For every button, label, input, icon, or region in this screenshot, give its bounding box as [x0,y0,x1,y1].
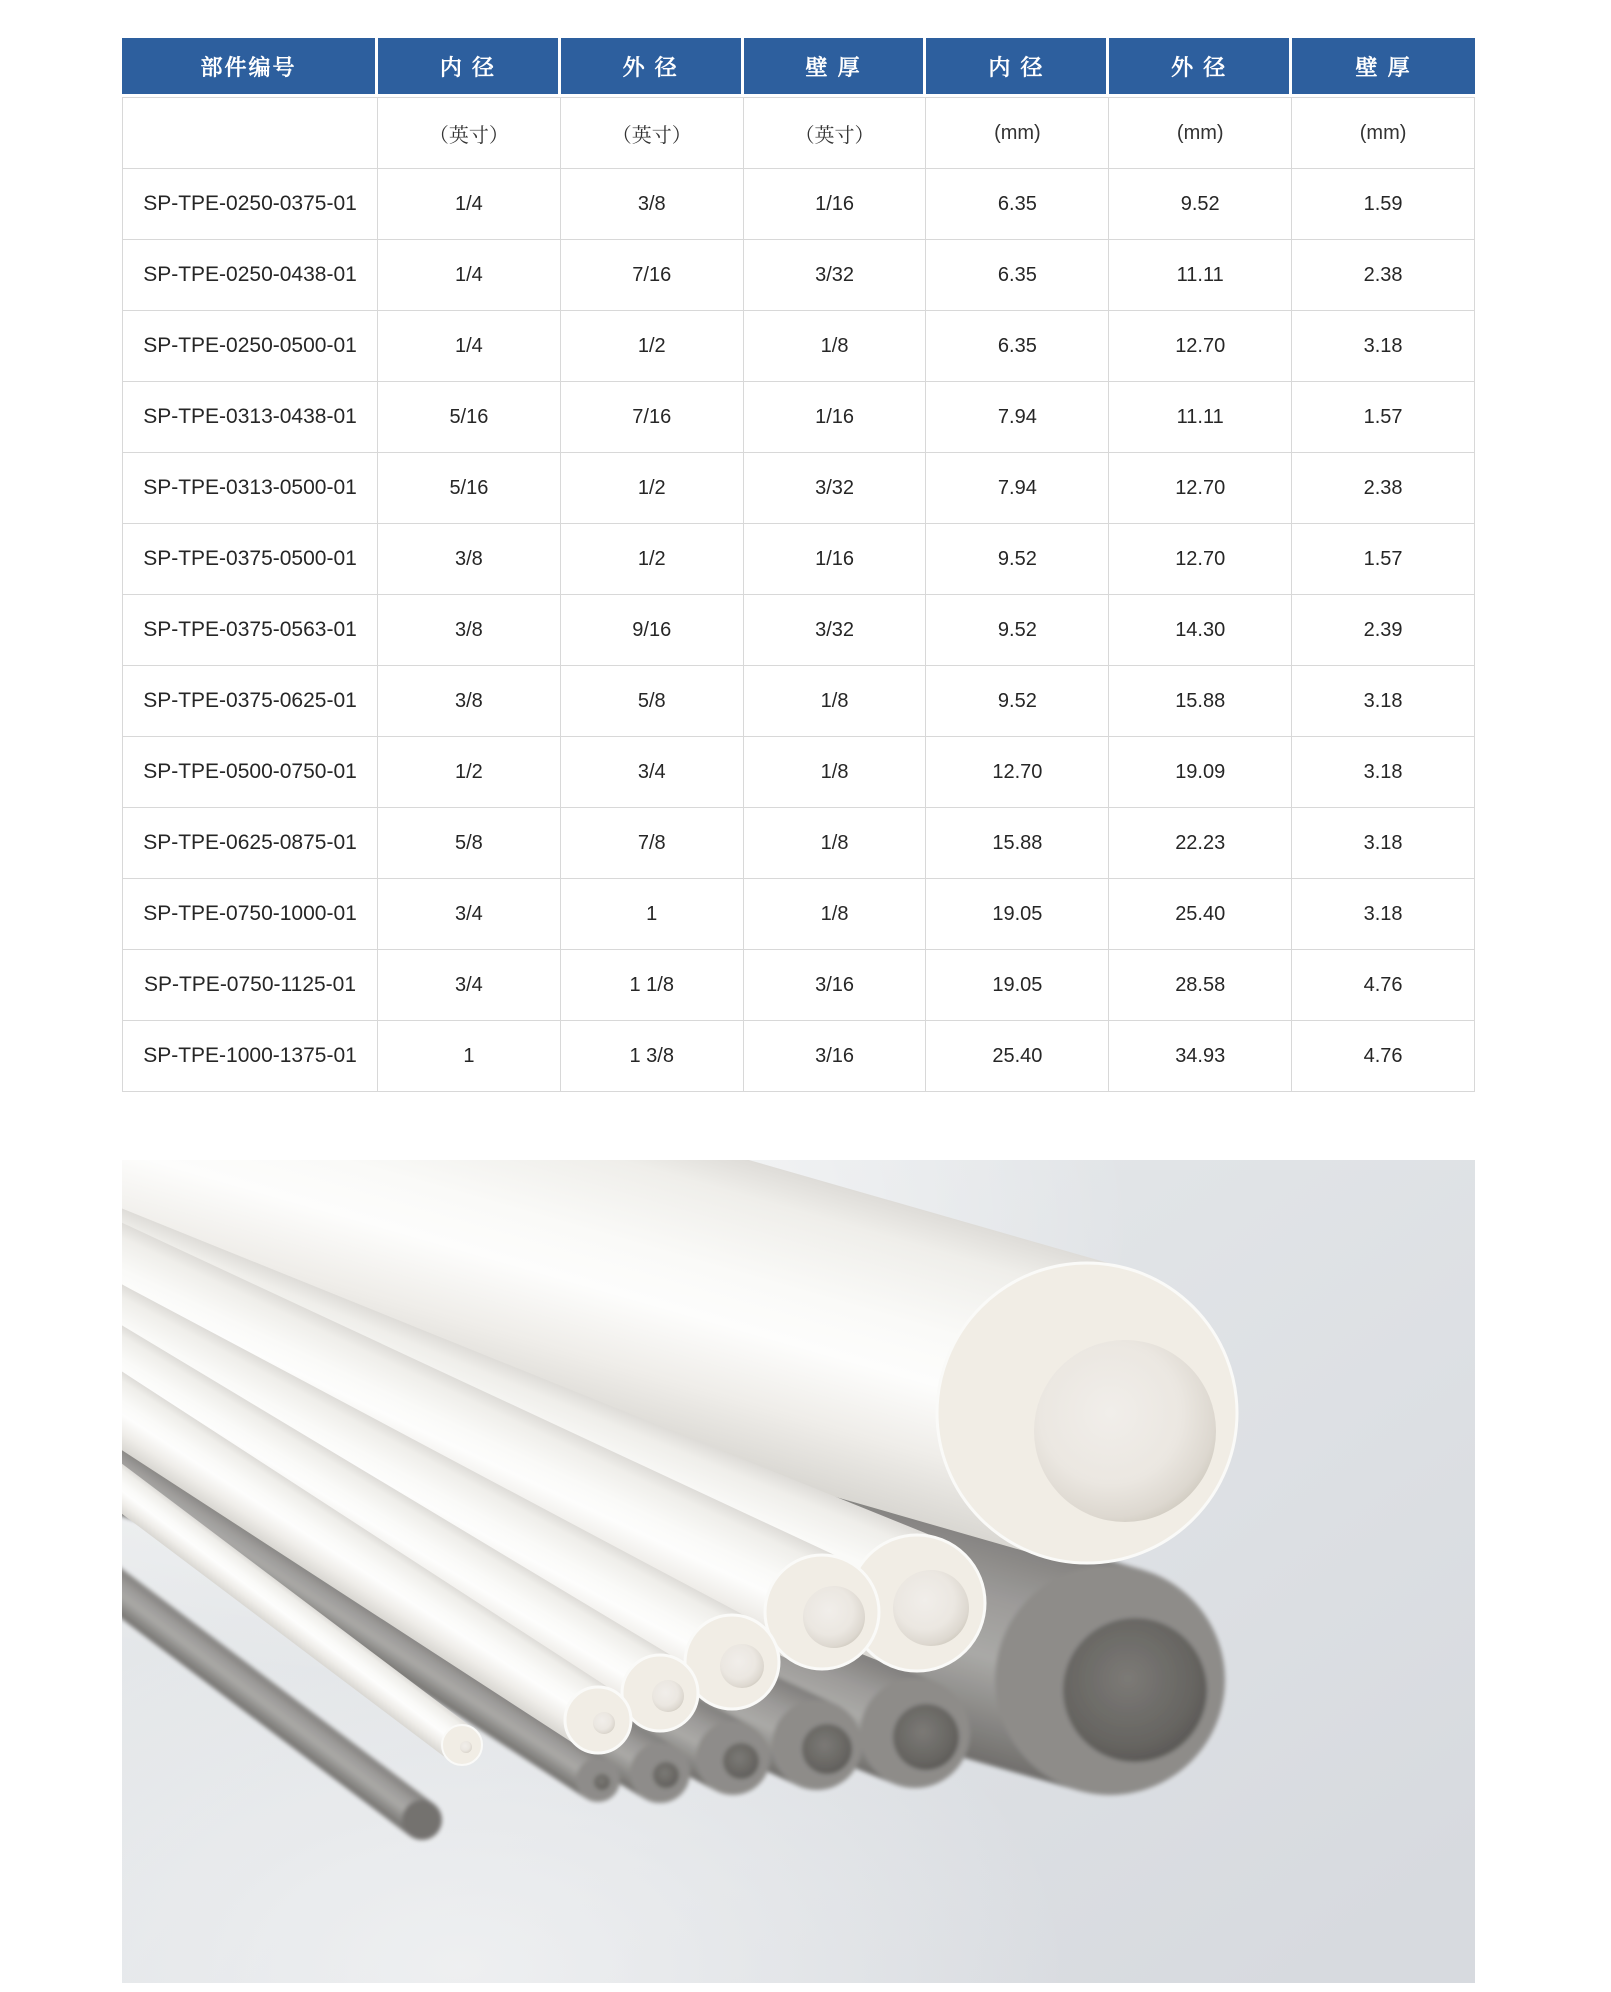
table-row [122,453,1475,524]
value-cell: 2.38 [1292,453,1475,524]
units-cell [122,97,378,169]
value-cell: 1/8 [744,311,927,382]
part-number-cell: SP-TPE-0375-0500-01 [122,524,378,595]
value-cell: 3/4 [378,879,561,950]
value-cell: 7/8 [561,808,744,879]
value-cell: 19.05 [926,950,1109,1021]
value-cell: 7.94 [926,382,1109,453]
header-cell-wall-mm: 壁 厚 [1292,38,1475,97]
part-number-cell: SP-TPE-0250-0500-01 [122,311,378,382]
value-cell: 9.52 [926,666,1109,737]
units-cell: （英寸） [561,97,744,169]
value-cell: 22.23 [1109,808,1292,879]
value-cell: 1/2 [378,737,561,808]
value-cell: 15.88 [926,808,1109,879]
units-cell: （英寸） [378,97,561,169]
value-cell: 3/16 [744,1021,927,1092]
part-number-cell: SP-TPE-0250-0375-01 [122,169,378,240]
product-photo-illustration [122,1160,1475,1983]
value-cell: 7.94 [926,453,1109,524]
value-cell: 12.70 [1109,311,1292,382]
spec-table [122,38,1475,1092]
table-row [122,737,1475,808]
value-cell: 3/16 [744,950,927,1021]
value-cell: 5/8 [378,808,561,879]
value-cell: 25.40 [926,1021,1109,1092]
value-cell: 9.52 [926,595,1109,666]
value-cell: 3/8 [378,666,561,737]
header-cell-id-mm: 内 径 [926,38,1109,97]
value-cell: 9.52 [1109,169,1292,240]
units-cell: (mm) [1109,97,1292,169]
table-row [122,808,1475,879]
value-cell: 12.70 [1109,524,1292,595]
part-number-cell: SP-TPE-0313-0500-01 [122,453,378,524]
value-cell: 19.09 [1109,737,1292,808]
value-cell: 1/8 [744,666,927,737]
table-row [122,240,1475,311]
value-cell: 1.57 [1292,382,1475,453]
part-number-cell: SP-TPE-0625-0875-01 [122,808,378,879]
value-cell: 5/16 [378,382,561,453]
value-cell: 1/2 [561,524,744,595]
value-cell: 1 1/8 [561,950,744,1021]
value-cell: 3/32 [744,240,927,311]
value-cell: 1 [378,1021,561,1092]
value-cell: 2.38 [1292,240,1475,311]
value-cell: 1.57 [1292,524,1475,595]
table-row [122,382,1475,453]
value-cell: 6.35 [926,240,1109,311]
value-cell: 11.11 [1109,382,1292,453]
value-cell: 3.18 [1292,311,1475,382]
value-cell: 6.35 [926,311,1109,382]
units-cell: (mm) [926,97,1109,169]
table-row [122,666,1475,737]
table-row [122,879,1475,950]
value-cell: 1/16 [744,382,927,453]
value-cell: 3/4 [561,737,744,808]
value-cell: 28.58 [1109,950,1292,1021]
table-row [122,169,1475,240]
value-cell: 3/32 [744,453,927,524]
value-cell: 11.11 [1109,240,1292,311]
value-cell: 4.76 [1292,950,1475,1021]
value-cell: 3.18 [1292,666,1475,737]
units-cell: （英寸） [744,97,927,169]
value-cell: 1/2 [561,453,744,524]
value-cell: 1/16 [744,169,927,240]
value-cell: 25.40 [1109,879,1292,950]
value-cell: 6.35 [926,169,1109,240]
value-cell: 9.52 [926,524,1109,595]
value-cell: 12.70 [926,737,1109,808]
value-cell: 7/16 [561,382,744,453]
header-cell-od-inch: 外 径 [561,38,744,97]
value-cell: 9/16 [561,595,744,666]
header-cell-wall-inch: 壁 厚 [744,38,927,97]
units-cell: (mm) [1292,97,1475,169]
value-cell: 1/4 [378,311,561,382]
value-cell: 3.18 [1292,879,1475,950]
value-cell: 1 3/8 [561,1021,744,1092]
value-cell: 12.70 [1109,453,1292,524]
value-cell: 1/8 [744,879,927,950]
value-cell: 2.39 [1292,595,1475,666]
table-row [122,311,1475,382]
value-cell: 1 [561,879,744,950]
value-cell: 3.18 [1292,808,1475,879]
part-number-cell: SP-TPE-0375-0563-01 [122,595,378,666]
product-photo [122,1160,1475,1983]
units-row [122,97,1475,169]
value-cell: 3/8 [378,524,561,595]
table-row [122,950,1475,1021]
part-number-cell: SP-TPE-0500-0750-01 [122,737,378,808]
value-cell: 34.93 [1109,1021,1292,1092]
value-cell: 4.76 [1292,1021,1475,1092]
part-number-cell: SP-TPE-0375-0625-01 [122,666,378,737]
value-cell: 5/16 [378,453,561,524]
value-cell: 3/4 [378,950,561,1021]
table-row [122,524,1475,595]
header-cell-id-inch: 内 径 [378,38,561,97]
part-number-cell: SP-TPE-0250-0438-01 [122,240,378,311]
value-cell: 14.30 [1109,595,1292,666]
part-number-cell: SP-TPE-0750-1125-01 [122,950,378,1021]
value-cell: 1/16 [744,524,927,595]
part-number-cell: SP-TPE-1000-1375-01 [122,1021,378,1092]
value-cell: 1/8 [744,737,927,808]
value-cell: 5/8 [561,666,744,737]
table-row [122,595,1475,666]
header-cell-part-number: 部件编号 [122,38,378,97]
value-cell: 1/4 [378,240,561,311]
value-cell: 3/8 [561,169,744,240]
value-cell: 7/16 [561,240,744,311]
value-cell: 1/8 [744,808,927,879]
value-cell: 3/32 [744,595,927,666]
header-cell-od-mm: 外 径 [1109,38,1292,97]
value-cell: 1.59 [1292,169,1475,240]
value-cell: 3/8 [378,595,561,666]
header-row [122,38,1475,97]
value-cell: 19.05 [926,879,1109,950]
part-number-cell: SP-TPE-0750-1000-01 [122,879,378,950]
value-cell: 3.18 [1292,737,1475,808]
value-cell: 1/2 [561,311,744,382]
table-row [122,1021,1475,1092]
value-cell: 15.88 [1109,666,1292,737]
part-number-cell: SP-TPE-0313-0438-01 [122,382,378,453]
value-cell: 1/4 [378,169,561,240]
